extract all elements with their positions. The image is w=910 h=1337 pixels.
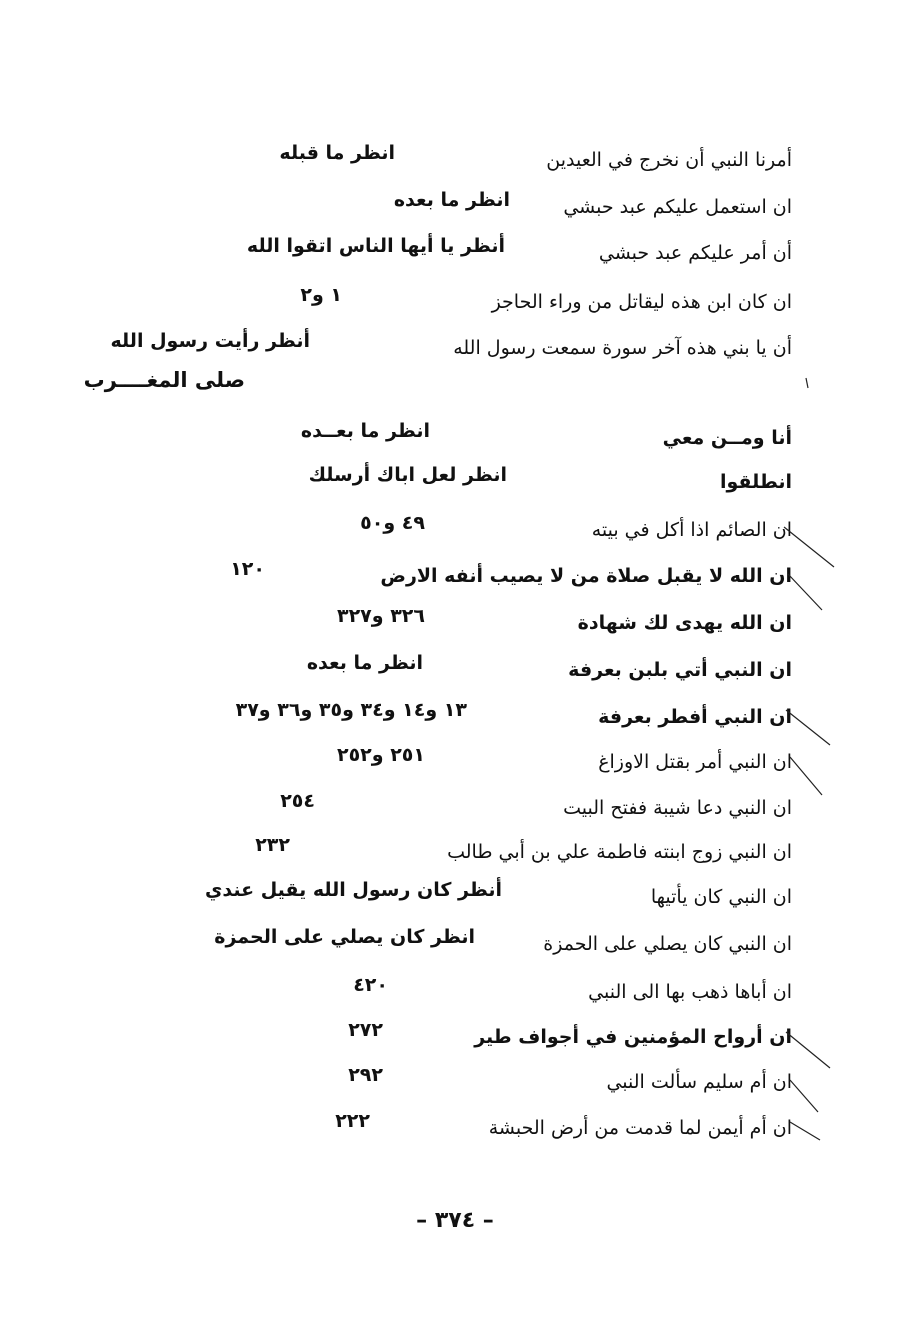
hadith-text: ان النبي كان يصلي على الحمزة: [543, 933, 792, 955]
hadith-text: ان النبي دعا شيبة ففتح البيت: [563, 797, 792, 819]
hadith-text: ان أرواح المؤمنين في أجواف طير: [474, 1026, 792, 1048]
hadith-text: ان الله يهدى لك شهادة: [577, 612, 792, 634]
reference: ٢٢٢: [335, 1110, 370, 1132]
reference: انظر ما بعده: [306, 652, 423, 674]
reference: ٢٧٢: [348, 1019, 383, 1041]
hadith-text: أمرنا النبي أن نخرج في العيدين: [546, 149, 792, 171]
hadith-text: ان أباها ذهب بها الى النبي: [588, 981, 792, 1003]
tick-mark: [806, 378, 808, 388]
reference: ٤٢٠: [353, 974, 388, 996]
hadith-text: ان الصائم اذا أكل في بيته: [591, 519, 792, 541]
reference: ١٢٠: [230, 558, 265, 580]
page-number: – ٣٧٤ –: [416, 1208, 494, 1233]
hadith-text: ان كان ابن هذه ليقاتل من وراء الحاجز: [491, 291, 792, 313]
hadith-text: ان أم أيمن لما قدمت من أرض الحبشة: [488, 1117, 792, 1139]
reference: ٣٢٦ و٣٢٧: [336, 605, 425, 627]
tick-mark: [790, 1080, 818, 1112]
hadith-text: ان أم سليم سألت النبي: [606, 1071, 792, 1093]
reference: انظر ما بعده: [393, 189, 510, 211]
reference: ٢٥٤: [280, 790, 315, 812]
reference: ١ و٢: [300, 284, 342, 306]
reference: انظر ما قبله: [279, 142, 395, 164]
hadith-text: ان الله لا يقبل صلاة من لا يصيب أنفه الارض: [380, 565, 792, 587]
hadith-text: ان النبي أفطر بعرفة: [598, 706, 792, 728]
reference: ٢٥١ و٢٥٢: [336, 744, 425, 766]
reference: أنظر يا أيها الناس اتقوا الله: [246, 235, 505, 257]
tick-mark: [786, 710, 830, 745]
hadith-text: أن يا بني هذه آخر سورة سمعت رسول الله: [453, 337, 792, 359]
hadith-text: انطلقوا: [719, 471, 792, 493]
reference: ٤٩ و٥٠: [360, 512, 425, 534]
reference: انظر لعل اباك أرسلك: [308, 464, 507, 486]
hadith-text: ان النبي زوج ابنته فاطمة علي بن أبي طالب: [447, 841, 792, 863]
hadith-text: ان النبي أمر بقتل الاوزاغ: [598, 751, 792, 773]
reference: انظر ما بعــده: [300, 420, 430, 442]
reference: ٢٣٢: [255, 834, 290, 856]
reference: أنظر كان رسول الله يقيل عندي: [204, 879, 502, 901]
hadith-text: ان استعمل عليكم عبد حبشي: [563, 196, 792, 218]
hadith-text: أنا ومــن معي: [662, 427, 792, 449]
tick-mark: [790, 757, 822, 795]
reference: ٢٩٢: [348, 1064, 383, 1086]
hadith-text: ان النبي أتي بلبن بعرفة: [568, 659, 792, 681]
hadith-text: ان النبي كان يأتيها: [650, 886, 792, 908]
tick-mark: [786, 1032, 830, 1068]
reference-continuation: صلى المغــــرب: [83, 368, 245, 392]
hadith-text: أن أمر عليكم عبد حبشي: [598, 242, 792, 264]
tick-mark: [790, 1122, 820, 1140]
reference: انظر كان يصلي على الحمزة: [214, 926, 475, 948]
tick-mark: [784, 527, 834, 567]
tick-mark: [788, 574, 822, 610]
reference: ١٣ و١٤ و٣٤ و٣٥ و٣٦ و٣٧: [235, 699, 467, 721]
reference: أنظر رأيت رسول الله: [110, 330, 310, 352]
